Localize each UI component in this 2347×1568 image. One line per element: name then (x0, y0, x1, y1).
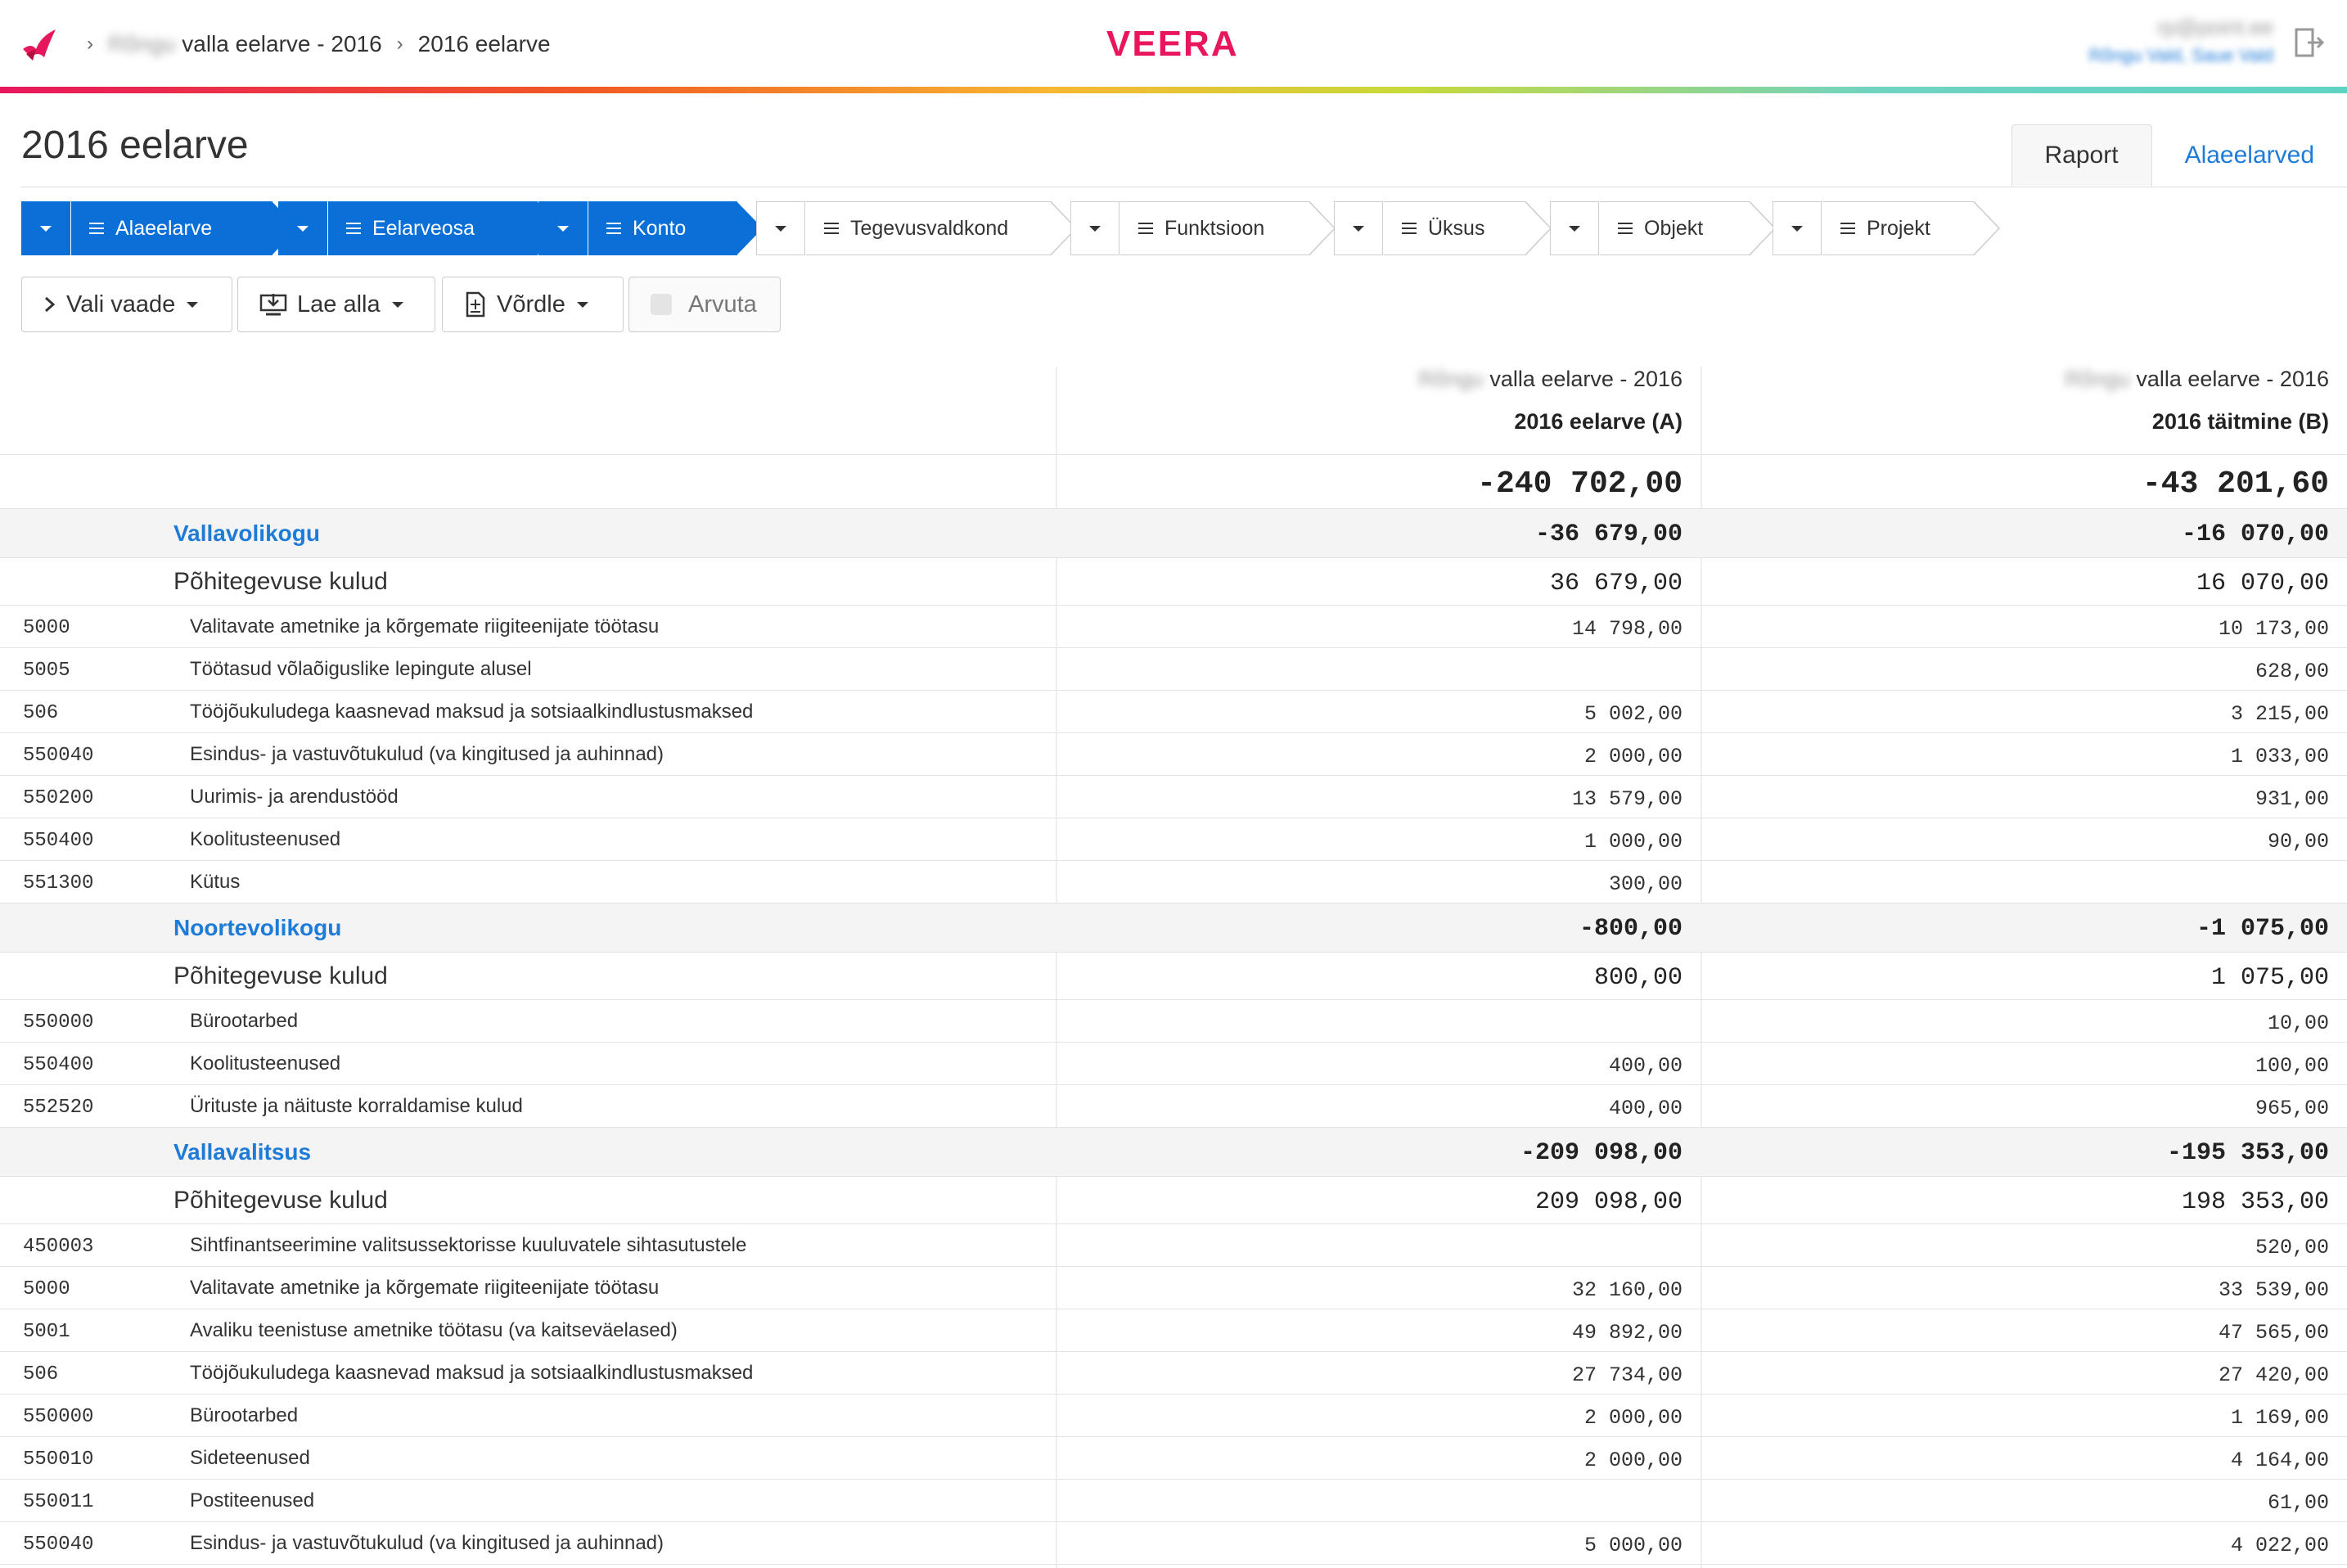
account-label: Tööjõukuludega kaasnevad maksud ja sotsiaalkindlustusmaksed (190, 1362, 754, 1384)
calculate-checkbox[interactable] (651, 294, 672, 315)
dimension-dropdown-button[interactable] (1550, 201, 1599, 255)
account-label: Tööjõukuludega kaasnevad maksud ja sotsiaalkindlustusmaksed (190, 701, 754, 723)
column-b-title-text: valla eelarve - 2016 (2136, 367, 2329, 391)
column-a-title (1418, 367, 1683, 392)
value-b: 100,00 (2255, 1054, 2329, 1078)
section-row (0, 1128, 2347, 1177)
user-info (2089, 15, 2273, 66)
value-b: 4 022,00 (2230, 1534, 2329, 1557)
table-row (0, 1352, 2347, 1395)
column-b-subtitle: 2016 täitmine (B) (2151, 409, 2329, 434)
value-b: 16 070,00 (2196, 570, 2329, 597)
account-label: Bürootarbed (190, 1404, 299, 1426)
value-a: 209 098,00 (1534, 1188, 1683, 1216)
list-icon (1840, 223, 1855, 234)
account-code: 552520 (23, 1097, 94, 1119)
table-row (0, 691, 2347, 733)
account-label: Esindus- ja vastuvõtukulud (va kingitused ja auhinnad) (190, 1532, 664, 1554)
account-label: Bürootarbed (190, 1010, 299, 1032)
table-row (0, 1085, 2347, 1128)
account-code: 450003 (23, 1236, 94, 1258)
account-code: 5005 (23, 660, 70, 682)
chevron-right-icon: › (396, 33, 403, 55)
value-a: 2 000,00 (1583, 1406, 1683, 1430)
value-a: -209 098,00 (1520, 1139, 1683, 1167)
calculate-label: Arvuta (688, 291, 757, 318)
rainbow-divider (0, 87, 2347, 93)
account-label: Kütus (190, 871, 241, 893)
list-icon (824, 223, 839, 234)
dimension-toggle[interactable] (806, 201, 1052, 255)
dimension-toggle[interactable] (1600, 201, 1750, 255)
caret-down-icon (297, 226, 309, 232)
list-icon (1618, 223, 1633, 234)
value-a: 13 579,00 (1571, 787, 1683, 811)
logout-icon[interactable] (2293, 26, 2326, 59)
total-a: -240 702,00 (1477, 466, 1683, 502)
value-b: 1 075,00 (2210, 964, 2329, 992)
download-label: Lae alla (297, 291, 381, 318)
value-b: 520,00 (2255, 1236, 2329, 1259)
table-row (0, 733, 2347, 776)
user-municipality-links[interactable]: Rõngu Vald, Saue Vald (2088, 45, 2273, 65)
dimension-dropdown-button[interactable] (21, 201, 70, 255)
chevron-right-icon (43, 295, 56, 313)
value-b: 1 169,00 (2230, 1406, 2329, 1430)
dimension-label: Üksus (1428, 216, 1485, 240)
value-b: 90,00 (2267, 830, 2329, 854)
subsection-label: Põhitegevuse kulud (173, 568, 388, 595)
value-a: 1 000,00 (1583, 830, 1683, 854)
value-a: -36 679,00 (1534, 520, 1683, 548)
value-b: 931,00 (2255, 787, 2329, 811)
chevron-right-icon: › (87, 33, 93, 55)
compare-label: Võrdle (497, 291, 565, 318)
table-row (0, 1043, 2347, 1085)
account-label: Sihtfinantseerimine valitsussektorisse kuuluvatele sihtasutustele (190, 1234, 747, 1256)
value-b: 33 539,00 (2218, 1278, 2329, 1302)
table-row (0, 648, 2347, 691)
account-label: Uurimis- ja arendustööd (190, 786, 399, 808)
value-b: 628,00 (2255, 660, 2329, 683)
table-row (0, 818, 2347, 861)
caret-down-icon (392, 302, 403, 308)
breadcrumb (72, 28, 551, 61)
value-b: -195 353,00 (2166, 1139, 2329, 1167)
account-label: Esindus- ja vastuvõtukulud (va kingitused ja auhinnad) (190, 743, 664, 765)
subsection-row (0, 558, 2347, 606)
account-label: Valitavate ametnike ja kõrgemate riigiteenijate töötasu (190, 1277, 660, 1299)
list-icon (606, 223, 621, 234)
table-row (0, 606, 2347, 648)
table-row (0, 1224, 2347, 1267)
account-code: 551300 (23, 872, 94, 894)
value-a: 27 734,00 (1571, 1363, 1683, 1387)
value-b: 1 033,00 (2230, 745, 2329, 768)
section-label[interactable]: Vallavolikogu (173, 520, 320, 546)
value-a: 5 002,00 (1583, 702, 1683, 726)
page-title: 2016 eelarve (21, 124, 249, 167)
chevron-arrow (1309, 201, 1336, 255)
account-code: 550000 (23, 1012, 94, 1034)
select-view-label: Vali vaade (66, 291, 176, 318)
dimension-label: Eelarveosa (372, 216, 475, 240)
value-a: 49 892,00 (1571, 1321, 1683, 1345)
list-icon (1402, 223, 1417, 234)
caret-down-icon (557, 226, 569, 232)
account-code: 506 (23, 702, 59, 724)
value-a: 2 000,00 (1583, 745, 1683, 768)
dimension-dropdown-button[interactable] (756, 201, 805, 255)
top-bar (0, 0, 2347, 87)
column-a-subtitle: 2016 eelarve (A) (1514, 409, 1683, 434)
caret-down-icon (1791, 226, 1803, 232)
dimension-toggle[interactable] (328, 201, 538, 255)
account-code: 550010 (23, 1449, 94, 1471)
dimension-toggle[interactable] (1384, 201, 1526, 255)
value-b: 198 353,00 (2181, 1188, 2329, 1216)
app-logo-icon[interactable] (20, 25, 59, 64)
dimension-label: Projekt (1867, 216, 1930, 240)
tab-alaeelarved[interactable]: Alaeelarved (2184, 142, 2314, 169)
column-a-title-text: valla eelarve - 2016 (1489, 367, 1683, 391)
account-code: 550400 (23, 1054, 94, 1076)
account-label: Koolitusteenused (190, 828, 341, 850)
chevron-arrow (1974, 201, 2000, 255)
value-b: 27 420,00 (2218, 1363, 2329, 1387)
table-row (0, 861, 2347, 903)
section-label[interactable]: Noortevolikogu (173, 915, 342, 940)
subsection-row (0, 953, 2347, 1000)
total-b: -43 201,60 (2142, 466, 2329, 502)
dimension-dropdown-button[interactable] (538, 201, 588, 255)
dimension-dropdown-button[interactable] (278, 201, 327, 255)
caret-down-icon (40, 226, 52, 232)
compare-button[interactable] (442, 277, 624, 332)
dimension-dropdown-button[interactable] (1070, 201, 1119, 255)
section-row (0, 903, 2347, 953)
column-b-title (2065, 367, 2329, 392)
account-code: 5000 (23, 617, 70, 639)
select-view-button[interactable] (21, 277, 232, 332)
account-label: Ürituste ja näituste korraldamise kulud (190, 1095, 523, 1117)
caret-down-icon (577, 302, 588, 308)
value-a: 36 679,00 (1549, 570, 1683, 597)
value-b: 10 173,00 (2218, 617, 2329, 641)
veera-logo[interactable] (1106, 23, 1239, 64)
account-code: 550040 (23, 1534, 94, 1556)
account-code: 550200 (23, 787, 94, 809)
table-row (0, 1309, 2347, 1352)
chevron-arrow (1525, 201, 1552, 255)
download-icon (259, 292, 287, 317)
list-icon (1138, 223, 1153, 234)
value-a: 400,00 (1608, 1097, 1683, 1120)
dimension-label: Funktsioon (1164, 216, 1265, 240)
value-a: 32 160,00 (1571, 1278, 1683, 1302)
table-row (0, 1522, 2347, 1565)
calculate-button[interactable] (628, 277, 781, 332)
brand-name: VEERA (1106, 24, 1239, 64)
value-b: 4 164,00 (2230, 1449, 2329, 1472)
section-label[interactable]: Vallavalitsus (173, 1139, 312, 1165)
table-row (0, 1000, 2347, 1043)
account-code: 5001 (23, 1321, 70, 1343)
caret-down-icon (1353, 226, 1364, 232)
dimension-label: Objekt (1644, 216, 1704, 240)
value-a: 14 798,00 (1571, 617, 1683, 641)
table-row (0, 776, 2347, 818)
account-code: 550000 (23, 1406, 94, 1428)
value-b: 47 565,00 (2218, 1321, 2329, 1345)
blurred-municipality: Rõngu (2065, 367, 2130, 391)
account-code: 550011 (23, 1491, 94, 1513)
account-label: Postiteenused (190, 1489, 315, 1512)
dimension-dropdown-button[interactable] (1773, 201, 1822, 255)
value-b: 3 215,00 (2230, 702, 2329, 726)
account-label: Töötasud võlaõiguslike lepingute alusel (190, 658, 532, 680)
total-row (0, 455, 2347, 509)
value-b: 10,00 (2267, 1012, 2329, 1035)
value-b: 965,00 (2255, 1097, 2329, 1120)
subsection-label: Põhitegevuse kulud (173, 962, 388, 989)
value-a: -800,00 (1579, 915, 1683, 943)
table-row (0, 1437, 2347, 1480)
dimension-label: Konto (633, 216, 687, 240)
value-b: 61,00 (2267, 1491, 2329, 1515)
caret-down-icon (187, 302, 198, 308)
dimension-toggle[interactable] (71, 201, 273, 255)
table-row (0, 1395, 2347, 1437)
value-a: 2 000,00 (1583, 1449, 1683, 1472)
tab-raport[interactable]: Raport (2011, 124, 2152, 187)
user-email: rp@point.ee (2156, 15, 2273, 39)
subsection-row (0, 1177, 2347, 1224)
account-label: Koolitusteenused (190, 1052, 341, 1075)
breadcrumb-item-current[interactable]: 2016 eelarve (417, 31, 551, 56)
blurred-municipality: Rõngu (1418, 367, 1484, 391)
value-a: 5 000,00 (1583, 1534, 1683, 1557)
view-tabs (2011, 124, 2347, 187)
caret-down-icon (1569, 226, 1580, 232)
dimension-toggle[interactable] (588, 201, 737, 255)
account-code: 550040 (23, 745, 94, 767)
table-row (0, 1480, 2347, 1522)
account-label: Avaliku teenistuse ametnike töötasu (va kaitseväelased) (190, 1319, 678, 1341)
dimension-label: Tegevusvaldkond (850, 216, 1009, 240)
account-code: 506 (23, 1363, 59, 1386)
account-label: Sideteenused (190, 1447, 310, 1469)
dimension-toggle[interactable] (1120, 201, 1310, 255)
list-icon (346, 223, 361, 234)
blurred-municipality: Rõngu (108, 31, 176, 56)
dimension-toggle[interactable] (1822, 201, 1975, 255)
subsection-label: Põhitegevuse kulud (173, 1187, 388, 1214)
value-a: 800,00 (1593, 964, 1683, 992)
list-icon (89, 223, 104, 234)
breadcrumb-item-budget-label: valla eelarve - 2016 (182, 31, 382, 56)
caret-down-icon (1089, 226, 1101, 232)
account-label: Valitavate ametnike ja kõrgemate riigiteenijate töötasu (190, 615, 660, 638)
caret-down-icon (775, 226, 786, 232)
compare-document-icon (464, 291, 487, 318)
value-a: 300,00 (1608, 872, 1683, 896)
download-button[interactable] (237, 277, 435, 332)
value-b: -16 070,00 (2181, 520, 2329, 548)
account-code: 550400 (23, 830, 94, 852)
value-a: 400,00 (1608, 1054, 1683, 1078)
section-row (0, 509, 2347, 558)
dimension-label: Alaeelarve (115, 216, 213, 240)
account-code: 5000 (23, 1278, 70, 1300)
table-header (0, 367, 2347, 455)
table-row (0, 1267, 2347, 1309)
value-b: -1 075,00 (2196, 915, 2329, 943)
dimension-dropdown-button[interactable] (1334, 201, 1383, 255)
breadcrumb-item-budget[interactable] (108, 31, 382, 57)
